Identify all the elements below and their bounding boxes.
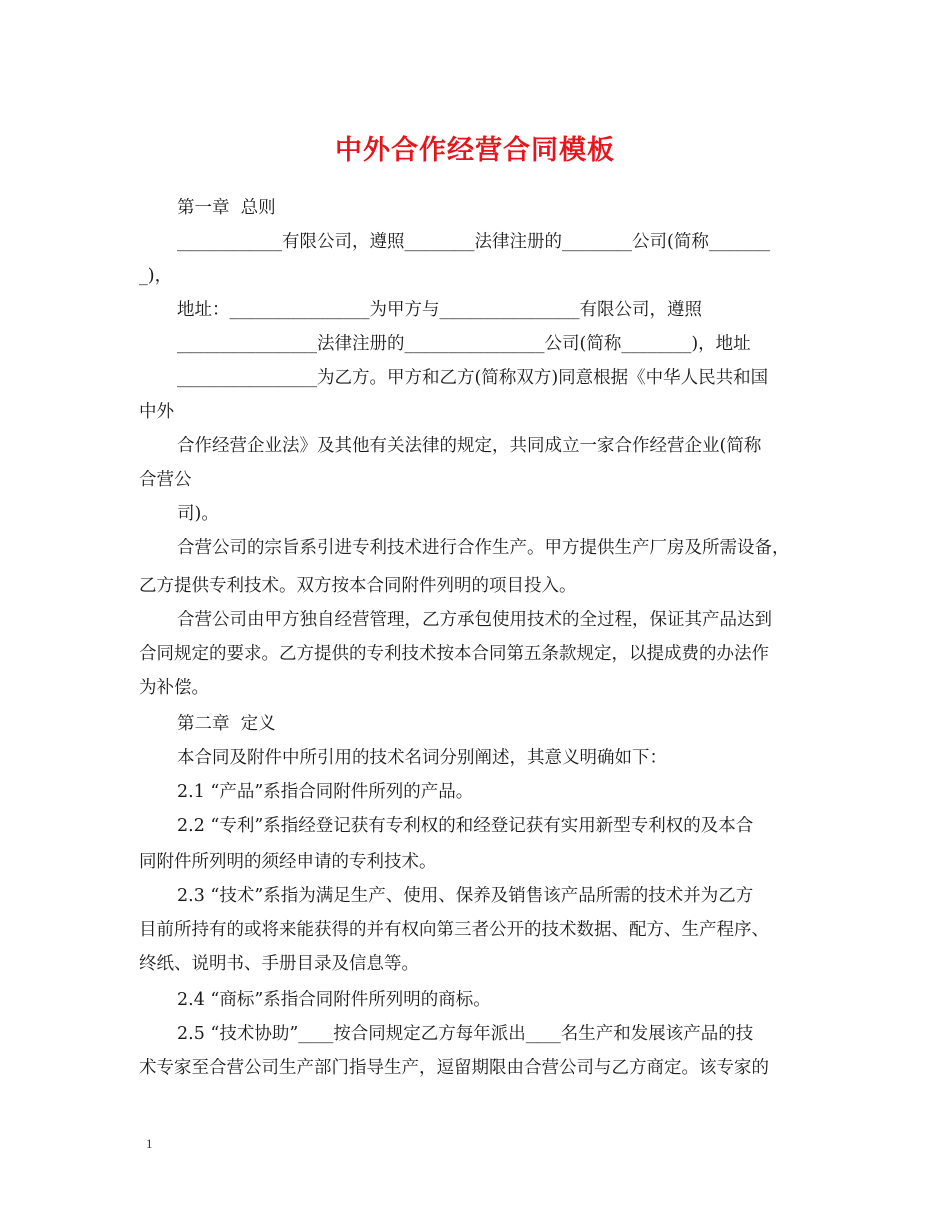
body-text-line: 2.2 “专利”系指经登记获有专利权的和经登记获有实用新型专利权的及本合 [177,816,754,836]
body-text-line: 为补偿。 [139,678,209,698]
body-text-line: ________________为乙方。甲方和乙方(简称双方)同意根据《中华人民共和国 [177,368,769,388]
body-text-line: 中外 [139,402,174,422]
body-text-line: 2.3 “技术”系指为满足生产、使用、保养及销售该产品所需的技术并为乙方 [177,886,754,906]
document-title: 中外合作经营合同模板 [335,135,615,166]
body-text-line: 合营公司由甲方独自经营管理，乙方承包使用技术的全过程，保证其产品达到 [177,610,772,630]
body-text-line: 同附件所列明的须经申请的专利技术。 [139,852,437,872]
body-text-line: _)， [139,266,173,286]
body-text-line: 2.4 “商标”系指合同附件所列明的商标。 [177,990,491,1010]
page-number: 1 [146,1136,153,1151]
body-text-line: 2.1 “产品”系指合同附件所列的产品。 [177,782,474,802]
body-text-line: 本合同及附件中所引用的技术名词分别阐述，其意义明确如下： [177,748,667,768]
body-text-line: 第一章 总则 [177,198,276,218]
body-text-line: 第二章 定义 [177,714,276,734]
body-text-line: 术专家至合营公司生产部门指导生产，逗留期限由合营公司与乙方商定。该专家的 [139,1058,769,1078]
body-text-line: 终纸、说明书、手册目录及信息等。 [139,954,419,974]
body-text-line: 合作经营企业法》及其他有关法律的规定，共同成立一家合作经营企业(简称 [177,436,762,456]
body-text-line: 2.5 “技术协助”____按合同规定乙方每年派出____名生产和发展该产品的技 [177,1024,754,1044]
body-text-line: ________________法律注册的________________公司(简称________)，地址 [177,334,751,354]
body-text-line: 乙方提供专利技术。双方按本合同附件列明的项目投入。 [139,576,577,596]
body-text-line: 地址：________________为甲方与________________有限公司，遵照 [177,300,702,320]
body-text-line: 合营公司的宗旨系引进专利技术进行合作生产。甲方提供生产厂房及所需设备， [177,538,790,558]
body-text-line: 司)。 [177,504,219,524]
body-text-line: 合同规定的要求。乙方提供的专利技术按本合同第五条款规定，以提成费的办法作 [139,644,769,664]
body-text-line: ____________有限公司，遵照________法律注册的________公司(简称_______ [177,232,771,252]
body-text-line: 目前所持有的或将来能获得的并有权向第三者公开的技术数据、配方、生产程序、 [139,920,769,940]
body-text-line: 合营公 [139,470,192,490]
